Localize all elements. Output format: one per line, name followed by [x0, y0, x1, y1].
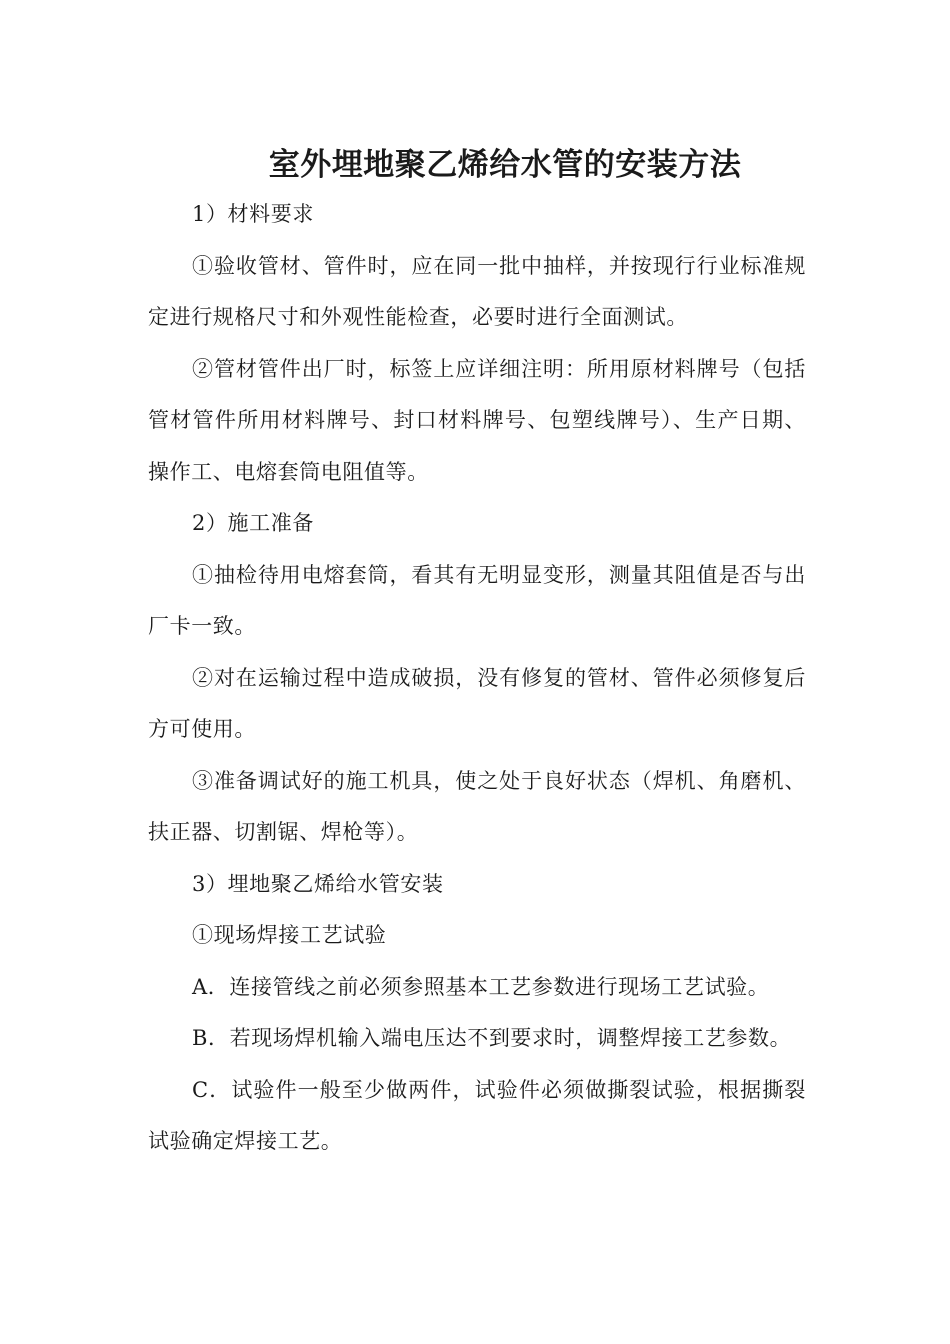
heading-material-requirements: 1）材料要求 — [192, 202, 314, 226]
paragraph-acceptance-inspection: ①验收管材、管件时，应在同一批中抽样，并按现行行业标准规定进行规格尺寸和外观性能检查，必要时进行全面测试。 — [148, 253, 806, 329]
paragraph-item-b: B．若现场焊机输入端电压达不到要求时，调整焊接工艺参数。 — [192, 1026, 792, 1050]
paragraph-factory-labeling: ②管材管件出厂时，标签上应详细注明：所用原材料牌号（包括管材管件所用材料牌号、封口材料牌号、包塑线牌号）、生产日期、操作工、电熔套筒电阻值等。 — [148, 356, 806, 484]
heading-pipe-installation: 3）埋地聚乙烯给水管安装 — [192, 871, 444, 896]
paragraph-sleeve-inspection: ①抽检待用电熔套筒，看其有无明显变形，测量其阻值是否与出厂卡一致。 — [148, 562, 806, 638]
document-title: 室外埋地聚乙烯给水管的安装方法 — [268, 146, 742, 183]
paragraph-tools-preparation: ③准备调试好的施工机具，使之处于良好状态（焊机、角磨机、扶正器、切割锯、焊枪等）。 — [148, 768, 806, 844]
paragraph-item-c: C．试验件一般至少做两件，试验件必须做撕裂试验，根据撕裂试验确定焊接工艺。 — [148, 1077, 806, 1153]
paragraph-item-a: A．连接管线之前必须参照基本工艺参数进行现场工艺试验。 — [192, 974, 770, 999]
subheading-welding-trial: ①现场焊接工艺试验 — [192, 923, 387, 947]
document-body — [148, 189, 806, 1168]
heading-construction-preparation: 2）施工准备 — [192, 511, 314, 535]
paragraph-damage-repair: ②对在运输过程中造成破损，没有修复的管材、管件必须修复后方可使用。 — [148, 665, 806, 741]
